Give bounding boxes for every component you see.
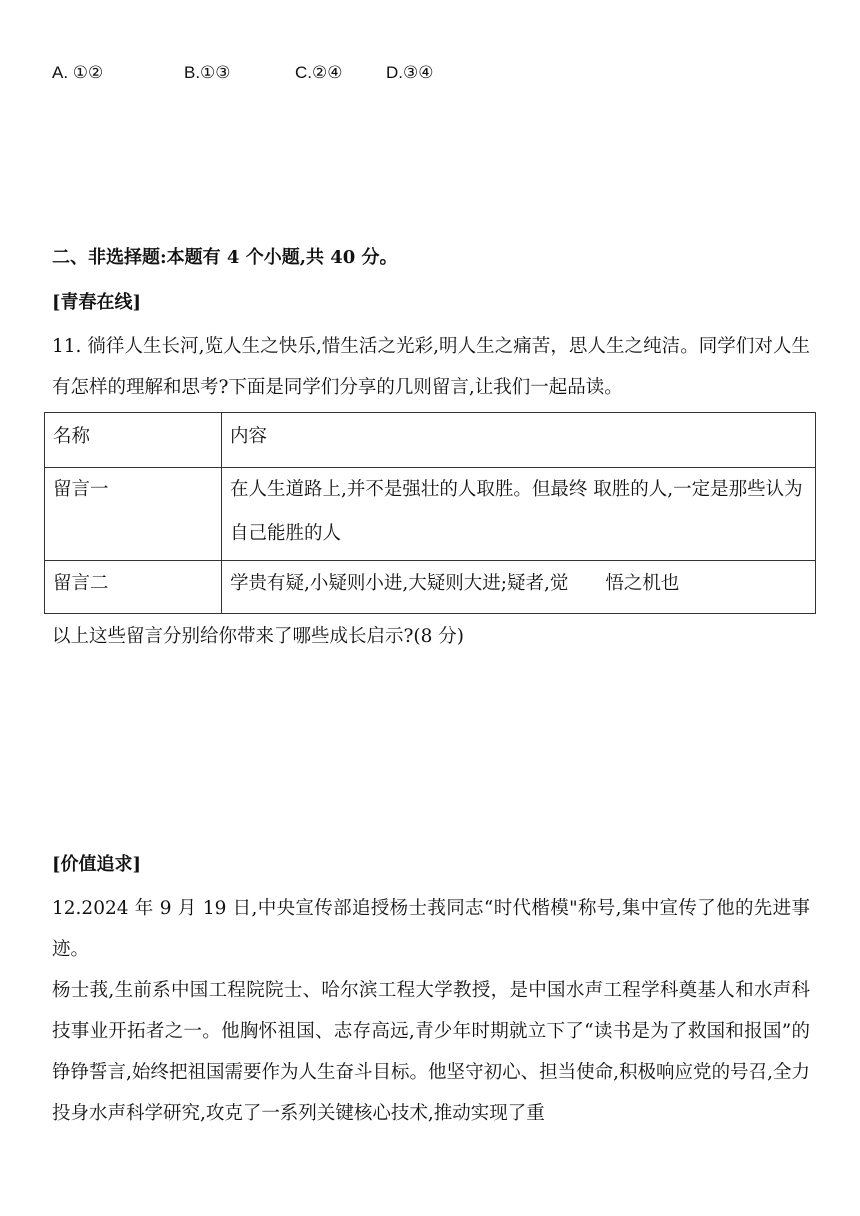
table-cell-name: 留言二: [45, 561, 222, 614]
table-header-row: [45, 413, 816, 468]
option-c: C.②④: [295, 63, 343, 82]
table-cell-content: 在人生道路上,并不是强壮的人取胜。但最终 取胜的人,一定是那些认为自己能胜的人: [222, 468, 816, 561]
table-row: [45, 561, 816, 614]
table-row: [45, 468, 816, 561]
table-header-content: 内容: [222, 413, 816, 468]
option-d: D.③④: [386, 63, 434, 82]
messages-table: [44, 412, 816, 614]
question-12-intro: 12.2024 年 9 月 19 日,中央宣传部追授杨士莪同志“时代楷模"称号,集中宣传了他的先进事迹。: [52, 898, 810, 960]
block-label-youth-online: [青春在线]: [52, 292, 142, 313]
option-a: A. ①②: [52, 63, 104, 82]
table-cell-name: 留言一: [45, 468, 222, 561]
option-b: B.①③: [184, 63, 231, 82]
block-label-value-pursuit: [价值追求]: [52, 854, 142, 875]
question-12-body: 杨士莪,生前系中国工程院院士、哈尔滨工程大学教授，是中国水声工程学科奠基人和水声科技事业开拓者之一。他胸怀祖国、志存高远,青少年时期就立下了“读书是为了救国和报国”的铮铮誓言,始终把祖国需要作为人生奋斗目标。他坚守初心、担当使命,积极响应党的号召,全力投身水声科学研究,攻克了一系列关键核心技术,推动实现了重: [52, 980, 810, 1124]
section-title: 二、非选择题:本题有 4 个小题,共 40 分。: [52, 247, 398, 268]
question-11-prompt: 以上这些留言分别给你带来了哪些成长启示?(8 分): [52, 626, 465, 647]
table-header-name: 名称: [45, 413, 222, 468]
question-11-intro: 11. 徜徉人生长河,览人生之快乐,惜生活之光彩,明人生之痛苦，思人生之纯洁。同学们对人生有怎样的理解和思考?下面是同学们分享的几则留言,让我们一起品读。: [52, 336, 810, 398]
table-cell-content: 学贵有疑,小疑则小进,大疑则大进;疑者,觉 悟之机也: [222, 561, 816, 614]
